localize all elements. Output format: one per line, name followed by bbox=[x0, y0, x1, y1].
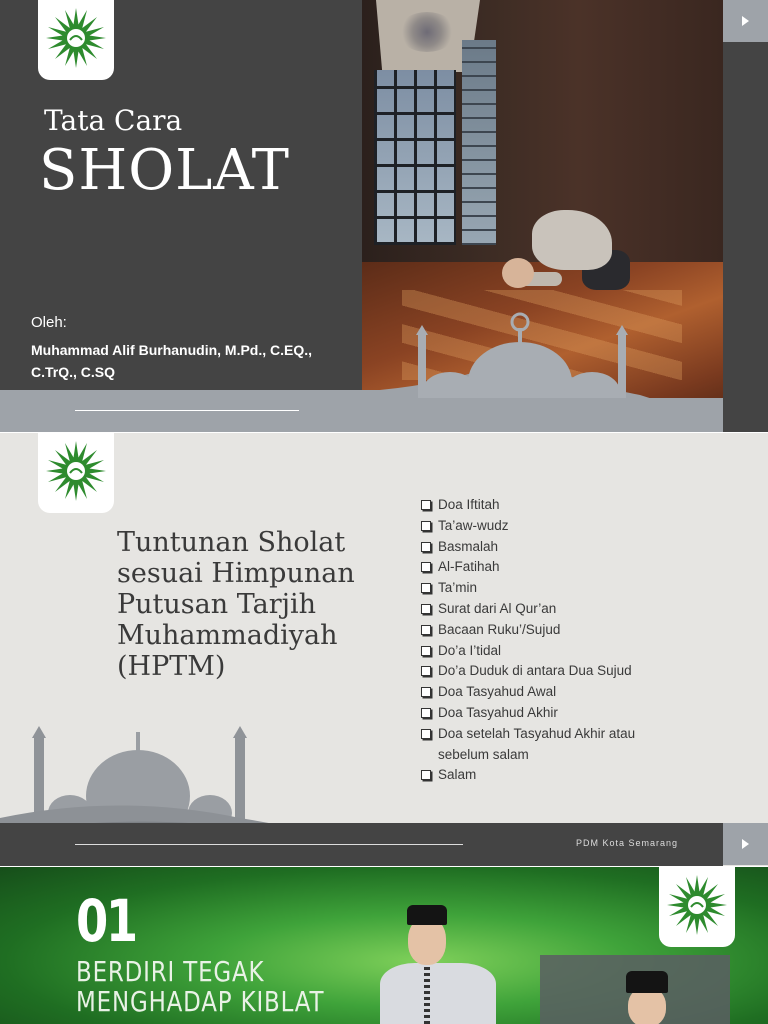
right-strip bbox=[723, 0, 768, 432]
list-item bbox=[420, 495, 700, 516]
list-item-label: Do’a I’tidal bbox=[438, 642, 502, 658]
checkbox-icon bbox=[421, 646, 431, 656]
title-small: Tata Cara bbox=[44, 104, 183, 137]
by-label: Oleh: bbox=[31, 314, 67, 331]
list-item bbox=[420, 557, 700, 578]
standing-man bbox=[378, 903, 498, 1024]
footer-label: PDM Kota Semarang bbox=[576, 838, 679, 848]
slide-3 bbox=[0, 867, 768, 1024]
mosque-window-side bbox=[462, 40, 496, 245]
list-item-label: Doa Iftitah bbox=[438, 497, 500, 512]
slide-title: Tuntunan Sholat sesuai Himpunan Putusan Tarjih Muhammadiyah (HPTM) bbox=[117, 527, 355, 682]
list-item-label: Basmalah bbox=[438, 538, 499, 554]
checkbox-icon bbox=[421, 729, 431, 739]
list-item bbox=[420, 537, 700, 558]
list-item-label: Doa Tasyahud Akhir bbox=[438, 704, 558, 720]
ceiling-ornament bbox=[398, 12, 456, 52]
checkbox-icon bbox=[421, 687, 431, 697]
play-icon bbox=[742, 839, 749, 849]
muhammadiyah-logo bbox=[38, 433, 114, 513]
list-item-label: Do’a Duduk di antara Dua Sujud bbox=[438, 663, 632, 679]
muhammadiyah-logo bbox=[38, 0, 114, 80]
list-item-label: Ta’aw-wudz bbox=[438, 517, 509, 533]
step-caption bbox=[76, 957, 324, 1017]
list-item bbox=[420, 724, 658, 766]
list-item bbox=[420, 703, 700, 724]
checkbox-icon bbox=[421, 500, 431, 510]
muhammadiyah-logo bbox=[659, 867, 735, 947]
checkbox-icon bbox=[421, 521, 431, 531]
step-caption-line-2: MENGHADAP KIBLAT bbox=[76, 985, 325, 1018]
next-slide-button[interactable] bbox=[723, 0, 768, 42]
list-item bbox=[420, 661, 700, 682]
checkbox-icon bbox=[421, 666, 431, 676]
checkbox-icon bbox=[421, 542, 431, 552]
muhammadiyah-logo-icon bbox=[665, 871, 729, 941]
list-item-label: Al-Fatihah bbox=[438, 559, 500, 575]
list-item-label: Surat dari Al Qur’an bbox=[438, 600, 557, 616]
author-name: Muhammad Alif Burhanudin, M.Pd., C.EQ., C.TrQ., C.SQ bbox=[31, 342, 313, 380]
mosque-window bbox=[374, 70, 456, 245]
divider-line bbox=[75, 410, 299, 411]
checkbox-icon bbox=[421, 708, 431, 718]
list-item bbox=[420, 578, 700, 599]
list-item-label: Doa setelah Tasyahud Akhir atau sebelum salam bbox=[438, 725, 636, 762]
list-item bbox=[420, 599, 700, 620]
title-big: SHOLAT bbox=[39, 138, 291, 203]
list-item-label: Doa Tasyahud Awal bbox=[438, 684, 557, 700]
list-item bbox=[420, 682, 700, 703]
next-slide-button[interactable] bbox=[723, 823, 768, 865]
list-item bbox=[420, 516, 700, 537]
muhammadiyah-logo-icon bbox=[44, 4, 108, 74]
muhammadiyah-logo-icon bbox=[44, 437, 108, 507]
list-item bbox=[420, 641, 700, 662]
checkbox-icon bbox=[421, 625, 431, 635]
prostrating-man bbox=[502, 210, 632, 300]
play-icon bbox=[742, 16, 749, 26]
step-caption-line-1: BERDIRI TEGAK bbox=[76, 955, 265, 988]
list-item bbox=[420, 765, 700, 786]
checklist bbox=[420, 495, 700, 786]
list-item-label: Salam bbox=[438, 767, 477, 783]
list-item bbox=[420, 620, 700, 641]
list-item-label: Bacaan Ruku’/Sujud bbox=[438, 621, 561, 637]
checkbox-icon bbox=[421, 583, 431, 593]
step-number: 01 bbox=[76, 887, 136, 955]
checkbox-icon bbox=[421, 770, 431, 780]
checkbox-icon bbox=[421, 604, 431, 614]
list-item-label: Ta’min bbox=[438, 580, 478, 596]
slide-2 bbox=[0, 433, 768, 866]
second-man bbox=[610, 971, 690, 1024]
slide-1 bbox=[0, 0, 768, 432]
footer-divider bbox=[75, 844, 463, 845]
checkbox-icon bbox=[421, 562, 431, 572]
